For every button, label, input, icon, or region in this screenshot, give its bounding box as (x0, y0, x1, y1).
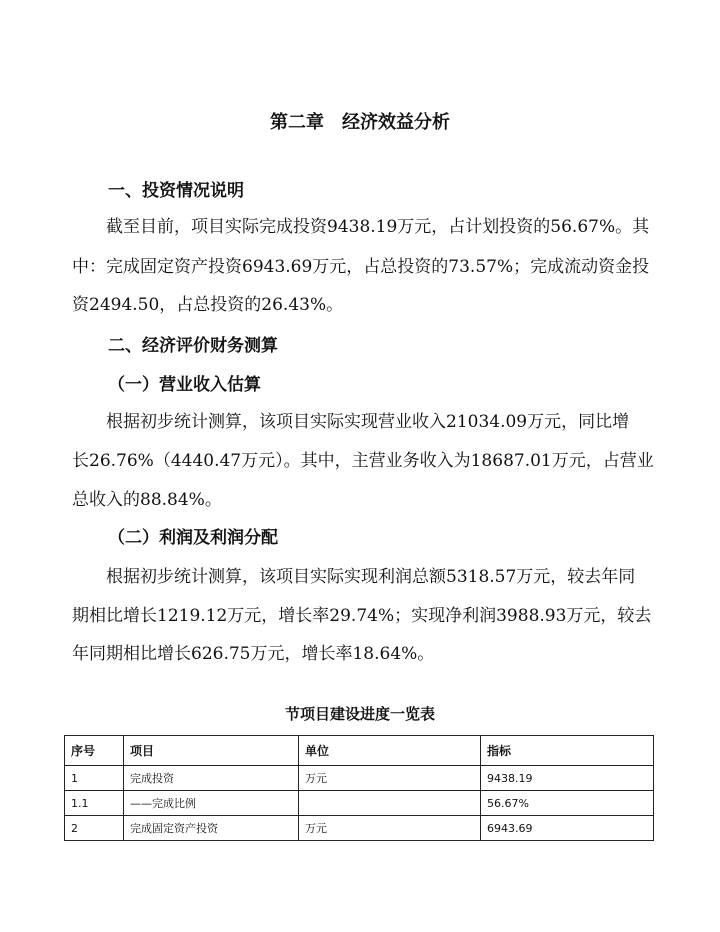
table-header-cell: 单位 (299, 736, 481, 766)
table-title: 节项目建设进度一览表 (284, 705, 435, 723)
table-row (65, 766, 654, 791)
section-heading-evaluation: 二、经济评价财务测算 (108, 336, 278, 356)
table-cell (299, 791, 481, 816)
table-cell: 2 (65, 816, 124, 841)
paragraph-line: 资2494.50，占总投资的26.43%。 (72, 295, 344, 315)
table-header-cell: 序号 (65, 736, 124, 766)
table-cell: 6943.69 (481, 816, 654, 841)
table-header-cell: 项目 (124, 736, 299, 766)
table-row (65, 791, 654, 816)
table-cell: 万元 (299, 766, 481, 791)
table-cell: 完成投资 (124, 766, 299, 791)
table-header-row (65, 736, 654, 766)
progress-table (64, 735, 654, 841)
table-cell: ——完成比例 (124, 791, 299, 816)
table-cell: 1 (65, 766, 124, 791)
table-cell: 56.67% (481, 791, 654, 816)
table-header-cell: 指标 (481, 736, 654, 766)
subsection-heading-revenue: （一）营业收入估算 (108, 375, 261, 395)
paragraph-line: 中：完成固定资产投资6943.69万元，占总投资的73.57%；完成流动资金投 (72, 257, 650, 277)
chapter-title: 第二章 经济效益分析 (270, 112, 450, 133)
table-cell: 万元 (299, 816, 481, 841)
section-heading-investment: 一、投资情况说明 (108, 181, 244, 201)
paragraph-line: 年同期相比增长626.75万元，增长率18.64%。 (72, 644, 435, 664)
table-cell: 9438.19 (481, 766, 654, 791)
table-cell: 1.1 (65, 791, 124, 816)
paragraph-line: 根据初步统计测算，该项目实际实现利润总额5318.57万元，较去年同 (72, 567, 636, 587)
paragraph-line: 根据初步统计测算，该项目实际实现营业收入21034.09万元，同比增 (72, 412, 630, 432)
paragraph-line: 总收入的88.84%。 (72, 490, 222, 510)
subsection-heading-profit: （二）利润及利润分配 (108, 528, 278, 548)
paragraph-line: 长26.76%（4440.47万元）。其中，主营业务收入为18687.01万元，占营业 (72, 451, 654, 471)
paragraph-line: 期相比增长1219.12万元，增长率29.74%；实现净利润3988.93万元，较去 (72, 606, 652, 626)
table-row (65, 816, 654, 841)
paragraph-line: 截至目前，项目实际完成投资9438.19万元，占计划投资的56.67%。其 (72, 217, 650, 237)
table-cell: 完成固定资产投资 (124, 816, 299, 841)
